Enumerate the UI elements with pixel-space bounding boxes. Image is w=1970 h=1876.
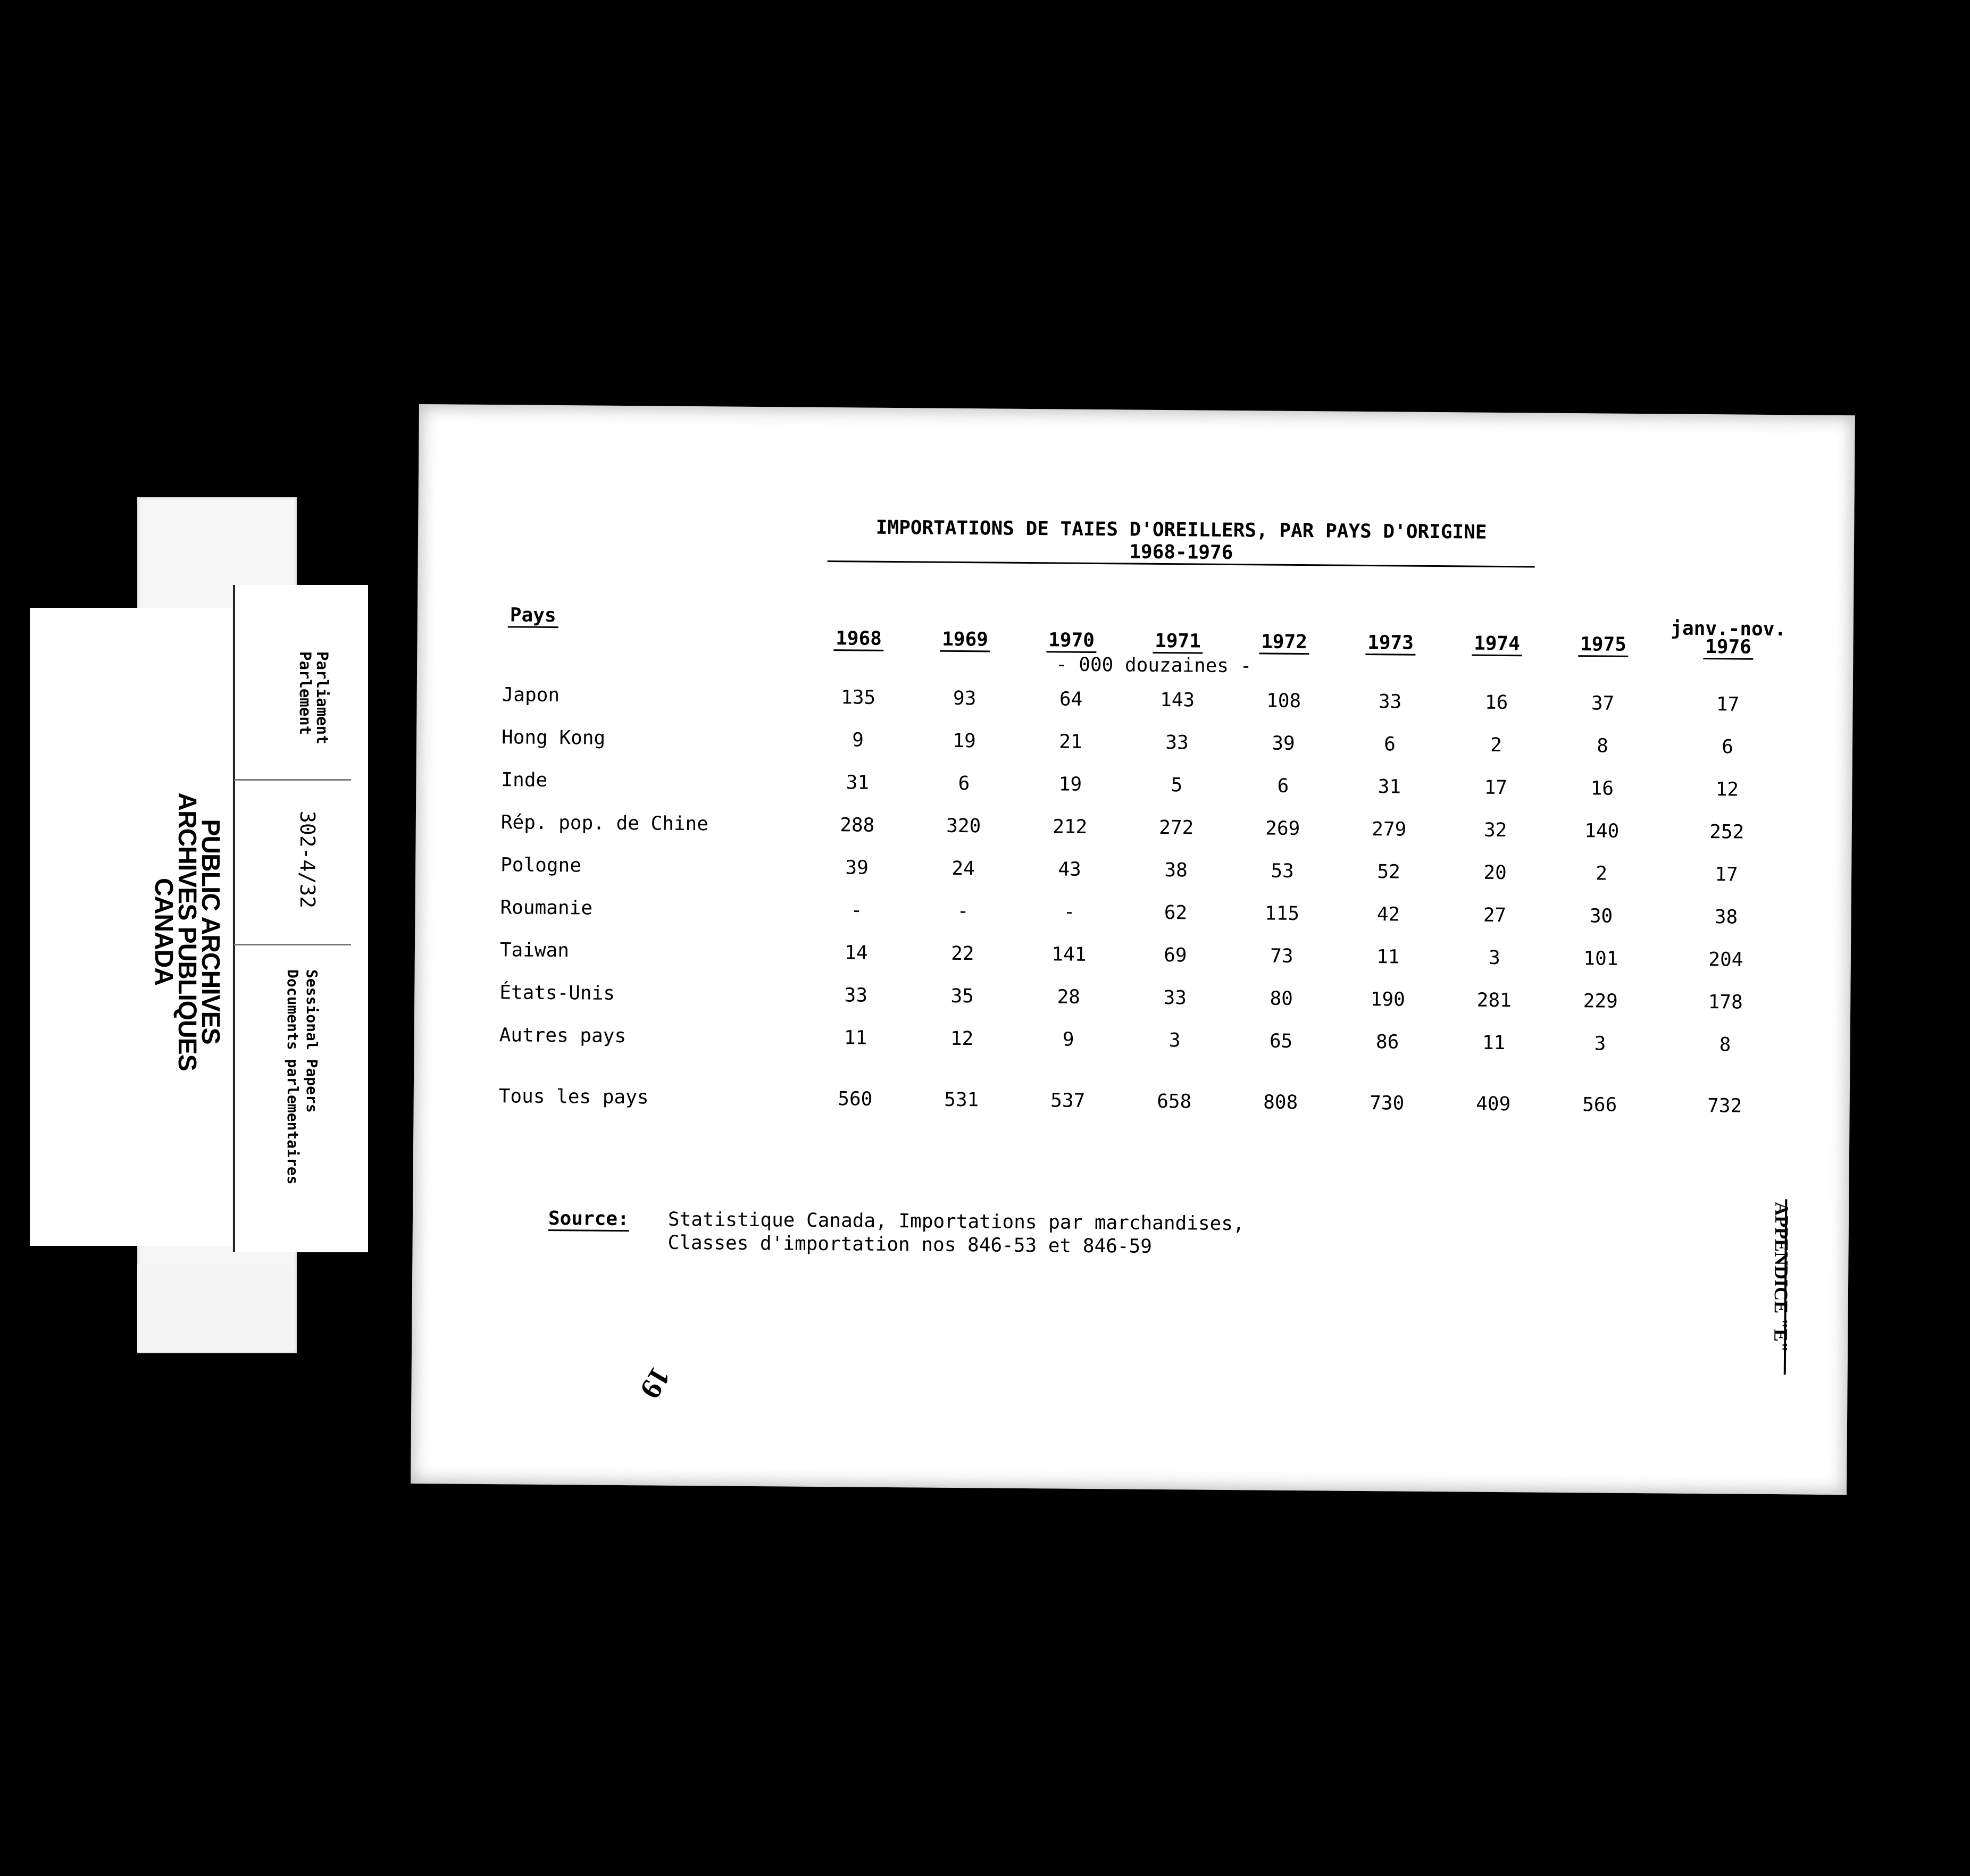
value-cell: 42 <box>1376 903 1400 926</box>
value-cell: 62 <box>1164 901 1188 924</box>
column-header: 1975 <box>1550 613 1657 656</box>
appendix-label: APPENDICE "E" <box>1770 1202 1793 1353</box>
value-cell: 65 <box>1269 1030 1293 1052</box>
value-cell: 19 <box>1058 773 1082 795</box>
archive-line: ARCHIVES PUBLIQUES <box>173 792 201 1071</box>
value-cell: 38 <box>1714 906 1738 928</box>
value-cell: 3 <box>1488 947 1500 969</box>
archive-label-tab <box>137 1264 291 1352</box>
value-cell: 178 <box>1708 991 1743 1014</box>
value-cell: 143 <box>1160 689 1195 711</box>
value-cell: 43 <box>1058 858 1082 881</box>
value-cell: 28 <box>1057 985 1081 1008</box>
value-cell: 11 <box>1482 1032 1506 1054</box>
value-cell: 560 <box>838 1087 873 1110</box>
source-label: Source: <box>548 1208 629 1232</box>
value-cell: 808 <box>1263 1091 1298 1113</box>
parliament-fr: Parlement <box>296 651 314 735</box>
country-cell: Pologne <box>500 853 582 876</box>
value-cell: 33 <box>1165 731 1189 753</box>
value-cell: 11 <box>1376 945 1400 968</box>
value-cell: 33 <box>844 984 868 1007</box>
value-cell: 9 <box>1062 1028 1074 1051</box>
title-text: IMPORTATIONS DE TAIES D'OREILLERS, PAR PAYS D'ORIGINE <box>875 516 1487 543</box>
value-cell: 537 <box>1050 1089 1086 1112</box>
value-cell: 409 <box>1476 1093 1511 1115</box>
value-cell: 204 <box>1708 948 1743 971</box>
archive-line: CANADA <box>149 878 178 985</box>
value-cell: 80 <box>1270 987 1293 1010</box>
source-line: Classes d'importation nos 846-53 et 846-59 <box>667 1232 1153 1258</box>
document-page <box>411 404 1855 1495</box>
value-cell: 12 <box>1715 778 1739 801</box>
imports-table <box>493 604 1800 1130</box>
column-header-country: Pays <box>497 604 806 649</box>
country-cell: Inde <box>501 768 548 791</box>
value-cell: 6 <box>958 772 970 794</box>
value-cell: 14 <box>845 941 868 964</box>
value-cell: 24 <box>951 857 975 880</box>
value-cell: 20 <box>1483 861 1507 884</box>
title-years: 1968-1976 <box>1129 541 1233 564</box>
value-cell: 6 <box>1384 733 1396 755</box>
source-note <box>548 1207 1244 1259</box>
value-cell: 115 <box>1264 902 1300 925</box>
value-cell: 8 <box>1597 734 1609 757</box>
parliament-en: Parliament <box>313 651 331 744</box>
value-cell: 31 <box>1378 775 1401 798</box>
value-cell: 279 <box>1372 818 1407 841</box>
value-cell: 12 <box>950 1027 974 1050</box>
value-cell: 39 <box>1272 732 1295 755</box>
value-cell: 658 <box>1157 1090 1192 1112</box>
value-cell: 272 <box>1159 816 1194 839</box>
country-cell: Hong Kong <box>501 726 606 749</box>
value-cell: 229 <box>1583 990 1618 1012</box>
value-cell: 21 <box>1059 730 1082 753</box>
value-cell: - <box>957 900 969 922</box>
value-cell: 2 <box>1490 734 1502 756</box>
strip-divider <box>234 944 351 945</box>
value-cell: - <box>850 899 863 922</box>
archive-line: PUBLIC ARCHIVES <box>196 819 224 1044</box>
archive-name <box>149 756 224 1107</box>
value-cell: 141 <box>1051 943 1087 966</box>
value-cell: 64 <box>1059 688 1083 710</box>
value-cell: 35 <box>950 985 974 1007</box>
source-line: Statistique Canada, Importations par marchandises, <box>667 1208 1245 1235</box>
value-cell: 190 <box>1370 988 1405 1011</box>
value-cell: 86 <box>1375 1031 1399 1053</box>
value-cell: 73 <box>1270 945 1293 967</box>
value-cell: 38 <box>1164 859 1188 881</box>
column-header: 1970 <box>1018 608 1125 652</box>
country-cell: Roumanie <box>500 896 593 919</box>
column-header: 1971 <box>1124 609 1231 652</box>
value-cell: 17 <box>1484 776 1508 799</box>
value-cell: 17 <box>1716 693 1740 716</box>
column-header: 1968 <box>805 607 912 650</box>
value-cell: 269 <box>1265 817 1300 840</box>
value-cell: 31 <box>846 771 870 794</box>
value-cell: 140 <box>1584 819 1620 842</box>
value-cell: 101 <box>1583 947 1618 970</box>
page-number: 19 <box>633 1361 677 1404</box>
value-cell: 320 <box>946 815 981 837</box>
value-cell: 8 <box>1719 1033 1731 1056</box>
column-header: 1974 <box>1443 612 1550 655</box>
value-cell: 33 <box>1163 986 1187 1009</box>
column-header: 1973 <box>1337 611 1444 655</box>
value-cell: 11 <box>844 1026 867 1049</box>
value-cell: 17 <box>1715 863 1738 886</box>
value-cell: 33 <box>1378 690 1402 713</box>
column-header: 1972 <box>1231 610 1338 654</box>
value-cell: 53 <box>1271 860 1294 882</box>
value-cell: 252 <box>1709 820 1744 843</box>
value-cell: 5 <box>1171 774 1183 796</box>
value-cell: 19 <box>953 730 976 752</box>
country-cell: Autres pays <box>499 1024 627 1047</box>
value-cell: 39 <box>845 856 869 879</box>
value-cell: 93 <box>953 687 976 709</box>
country-cell: États-Unis <box>499 981 615 1004</box>
value-cell: 732 <box>1707 1094 1742 1117</box>
strip-divider <box>234 779 351 781</box>
sessional-fr: Documents parlementaires <box>284 969 302 1185</box>
value-cell: 730 <box>1370 1092 1405 1115</box>
sessional-papers-text <box>283 969 321 1185</box>
value-cell: 16 <box>1590 777 1614 800</box>
document-title <box>828 516 1535 566</box>
country-cell: Japon <box>502 683 560 706</box>
value-cell: 30 <box>1589 904 1613 927</box>
value-cell: 16 <box>1484 691 1508 714</box>
column-header: 1969 <box>912 607 1019 651</box>
value-cell: 37 <box>1591 692 1615 715</box>
value-cell: 52 <box>1377 860 1400 883</box>
value-cell: 531 <box>944 1088 979 1111</box>
sessional-en: Sessional Papers <box>303 969 321 1113</box>
value-cell: 32 <box>1483 819 1507 841</box>
value-cell: 135 <box>841 686 876 709</box>
country-cell: Tous les pays <box>498 1085 649 1108</box>
value-cell: 212 <box>1053 815 1088 838</box>
value-cell: 69 <box>1164 944 1187 966</box>
value-cell: 3 <box>1594 1032 1606 1055</box>
unit-label: - 000 douzaines - <box>1055 653 1252 677</box>
value-cell: 22 <box>951 942 974 965</box>
value-cell: 9 <box>852 728 864 751</box>
value-cell: 6 <box>1277 775 1289 797</box>
country-cell: Taiwan <box>499 939 570 961</box>
value-cell: 3 <box>1168 1029 1181 1051</box>
country-cell: Rép. pop. de Chine <box>500 811 709 835</box>
value-cell: 2 <box>1596 862 1608 885</box>
value-cell: 108 <box>1266 690 1301 712</box>
total-row <box>493 1056 1797 1130</box>
reference-number: 302-4/32 <box>296 811 319 909</box>
column-header-last: janv.-nov. 1976 <box>1656 613 1800 657</box>
value-cell: 6 <box>1722 735 1734 758</box>
parliament-text <box>297 651 331 744</box>
value-cell: 566 <box>1582 1093 1617 1116</box>
value-cell: 281 <box>1476 989 1512 1011</box>
value-cell: - <box>1063 901 1075 923</box>
value-cell: 27 <box>1483 904 1507 926</box>
value-cell: 288 <box>840 814 875 836</box>
